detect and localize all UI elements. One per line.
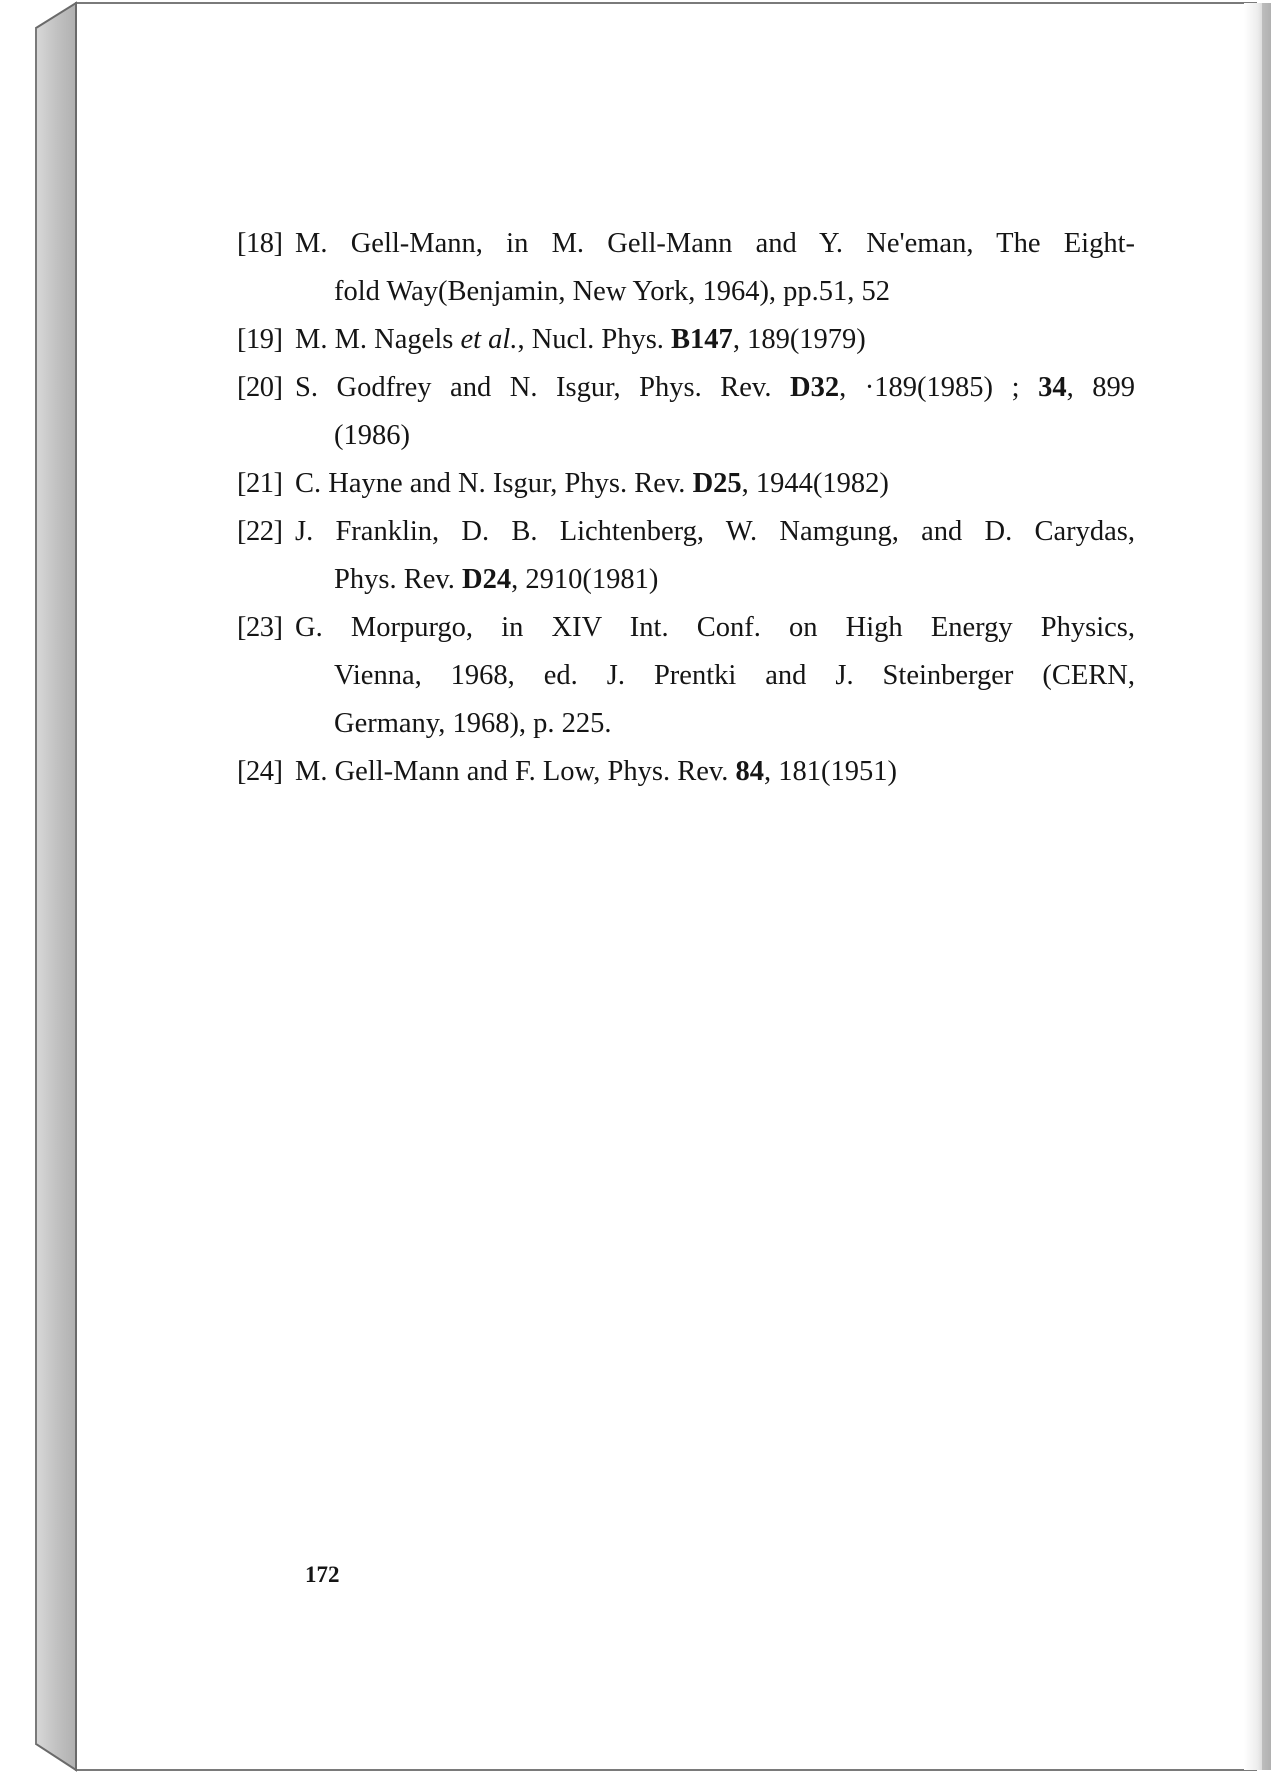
reference-line bbox=[295, 460, 1135, 508]
reference-body bbox=[287, 460, 1135, 508]
volume: D32 bbox=[790, 372, 840, 403]
volume: 84 bbox=[735, 756, 764, 787]
reference-line: fold Way(Benjamin, New York, 1964), pp.51, 52 bbox=[334, 276, 891, 307]
page-year: , 2910(1981) bbox=[511, 564, 659, 595]
book-spine bbox=[36, 3, 76, 1770]
reference-20 bbox=[237, 364, 1135, 460]
page-year: , 1944(1982) bbox=[741, 468, 889, 499]
volume: D24 bbox=[462, 564, 512, 595]
reference-body bbox=[287, 364, 1135, 460]
reference-body bbox=[287, 604, 1135, 748]
reference-23 bbox=[237, 604, 1135, 748]
reference-number: [23] bbox=[237, 612, 283, 643]
reference-number: [18] bbox=[237, 228, 283, 259]
reference-line: J. Franklin, D. B. Lichtenberg, W. Namgung, and D. Carydas, bbox=[295, 516, 1135, 547]
authors-journal: S. Godfrey and N. Isgur, Phys. Rev. bbox=[295, 372, 791, 403]
reference-line bbox=[295, 316, 1135, 364]
authors-journal: M. Gell-Mann and F. Low, Phys. Rev. bbox=[295, 756, 736, 787]
page-year: , ·189(1985) ; bbox=[839, 372, 1039, 403]
reference-number: [22] bbox=[237, 516, 283, 547]
reference-19 bbox=[237, 316, 1135, 364]
reference-line bbox=[237, 556, 1135, 604]
reference-number: [19] bbox=[237, 324, 283, 355]
volume: D25 bbox=[692, 468, 742, 499]
reference-line: Germany, 1968), p. 225. bbox=[334, 708, 612, 739]
reference-number: [20] bbox=[237, 372, 283, 403]
journal: Phys. Rev. bbox=[334, 564, 462, 595]
page-year: , 181(1951) bbox=[764, 756, 897, 787]
reference-18 bbox=[237, 220, 1135, 316]
author: M. M. Nagels bbox=[295, 324, 461, 355]
page-number: 172 bbox=[305, 1562, 340, 1587]
reference-24 bbox=[237, 748, 1135, 796]
authors-journal: C. Hayne and N. Isgur, Phys. Rev. bbox=[295, 468, 693, 499]
reference-line bbox=[295, 364, 1135, 412]
reference-22 bbox=[237, 508, 1135, 604]
reference-number: [24] bbox=[237, 756, 283, 787]
reference-body bbox=[287, 316, 1135, 364]
reference-line: G. Morpurgo, in XIV Int. Conf. on High Energy Physics, bbox=[295, 612, 1135, 643]
reference-body bbox=[287, 220, 1135, 316]
reference-21 bbox=[237, 460, 1135, 508]
reference-line bbox=[295, 748, 1135, 796]
volume: 34 bbox=[1038, 372, 1067, 403]
reference-body bbox=[287, 508, 1135, 604]
page-year: , 189(1979) bbox=[732, 324, 866, 355]
reference-body bbox=[287, 748, 1135, 796]
reference-list bbox=[237, 220, 1135, 796]
et-al: et al. bbox=[460, 324, 518, 355]
page: , 899 bbox=[1066, 372, 1136, 403]
reference-line: Vienna, 1968, ed. J. Prentki and J. Steinberger (CERN, bbox=[334, 660, 1135, 691]
volume: B147 bbox=[671, 324, 733, 355]
reference-line: M. Gell-Mann, in M. Gell-Mann and Y. Ne'eman, The Eight- bbox=[295, 228, 1135, 259]
reference-number: [21] bbox=[237, 468, 283, 499]
journal: , Nucl. Phys. bbox=[517, 324, 672, 355]
reference-line: (1986) bbox=[334, 420, 410, 451]
